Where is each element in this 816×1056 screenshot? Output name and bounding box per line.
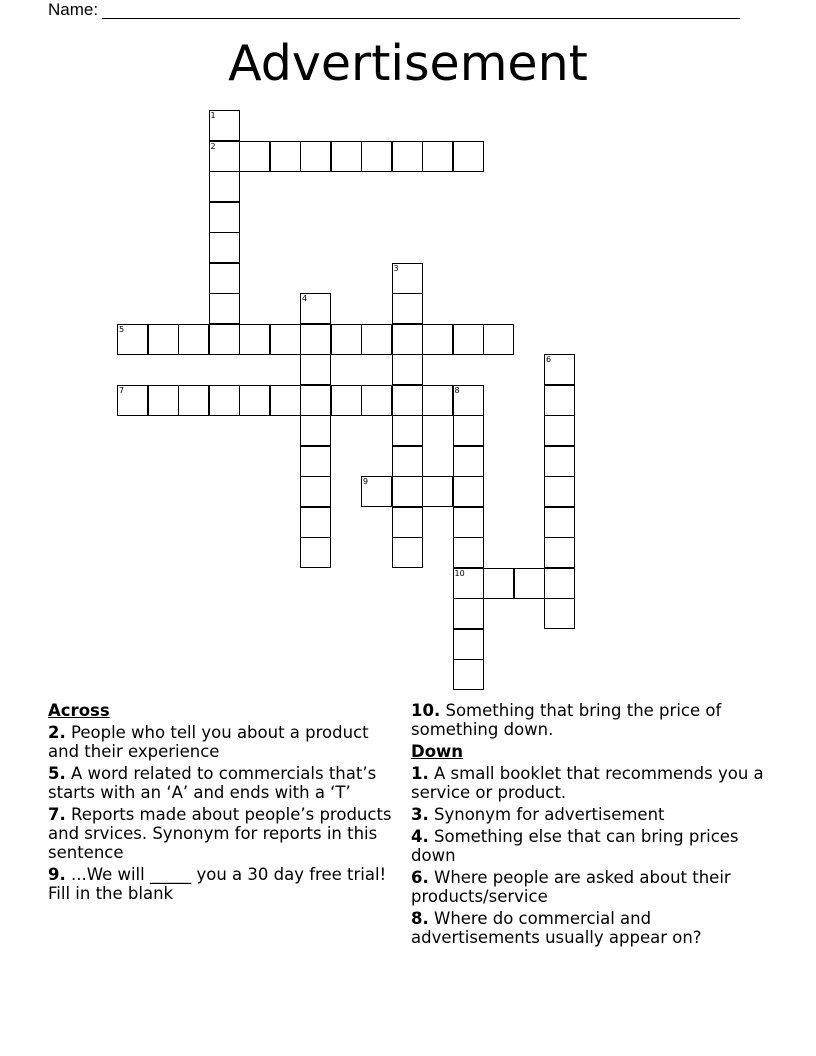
- grid-cell[interactable]: [544, 568, 575, 599]
- grid-cell[interactable]: [453, 446, 484, 477]
- grid-cell[interactable]: [392, 354, 423, 385]
- grid-cell[interactable]: [392, 385, 423, 416]
- grid-cell[interactable]: [239, 385, 270, 416]
- grid-cell[interactable]: [361, 324, 392, 355]
- grid-cell[interactable]: [300, 324, 331, 355]
- grid-cell[interactable]: [270, 141, 301, 172]
- cell-number: 9: [363, 477, 369, 486]
- grid-cell[interactable]: [209, 202, 240, 233]
- grid-cell[interactable]: [453, 507, 484, 538]
- grid-cell[interactable]: [209, 263, 240, 294]
- clue-number: 10.: [411, 701, 441, 720]
- clue-down-1: [411, 764, 766, 802]
- clue-across-2: [48, 723, 398, 761]
- grid-cell[interactable]: [209, 232, 240, 263]
- grid-cell[interactable]: [361, 385, 392, 416]
- clues-column-right: [411, 701, 766, 950]
- clue-text: Where do commercial and advertisements usually appear on?: [411, 909, 702, 947]
- name-underline[interactable]: [102, 3, 740, 19]
- clue-text: ...We will _____ you a 30 day free trial! Fill in the blank: [48, 865, 387, 903]
- clue-down-8: [411, 909, 766, 947]
- grid-cell[interactable]: [453, 324, 484, 355]
- grid-cell[interactable]: [300, 385, 331, 416]
- grid-cell[interactable]: [209, 293, 240, 324]
- across-heading: Across: [48, 701, 110, 720]
- clue-down-4: [411, 827, 766, 865]
- clue-text: Where people are asked about their products/service: [411, 868, 731, 906]
- grid-cell[interactable]: [300, 293, 331, 324]
- grid-cell[interactable]: [392, 324, 423, 355]
- grid-cell[interactable]: [148, 324, 179, 355]
- grid-cell[interactable]: [331, 324, 362, 355]
- clue-across-7: [48, 805, 398, 862]
- grid-cell[interactable]: [209, 141, 240, 172]
- grid-cell[interactable]: [392, 476, 423, 507]
- cell-number: 2: [210, 141, 216, 151]
- grid-cell[interactable]: [544, 537, 575, 568]
- grid-cell[interactable]: [392, 415, 423, 446]
- grid-cell[interactable]: [453, 537, 484, 568]
- clue-across-9: [48, 865, 398, 903]
- grid-cell[interactable]: [453, 415, 484, 446]
- grid-cell[interactable]: [178, 324, 209, 355]
- clue-number: 5.: [48, 764, 66, 783]
- grid-cell[interactable]: [331, 385, 362, 416]
- clue-number: 7.: [48, 805, 66, 824]
- cell-number: 4: [302, 294, 308, 303]
- grid-cell[interactable]: [422, 476, 453, 507]
- grid-cell[interactable]: [453, 568, 484, 599]
- grid-cell[interactable]: [453, 141, 484, 172]
- grid-cell[interactable]: [331, 141, 362, 172]
- grid-cell[interactable]: [544, 385, 575, 416]
- cell-number: 1: [210, 111, 216, 120]
- grid-cell[interactable]: [209, 385, 240, 416]
- clue-down-3: [411, 805, 766, 824]
- name-label: Name:: [48, 0, 99, 19]
- grid-cell[interactable]: [361, 141, 392, 172]
- clue-text: Something else that can bring prices down: [411, 827, 739, 865]
- grid-cell[interactable]: [209, 324, 240, 355]
- grid-cell[interactable]: [544, 598, 575, 629]
- grid-cell[interactable]: [453, 659, 484, 690]
- grid-cell[interactable]: [117, 385, 148, 416]
- cell-number: 8: [454, 385, 460, 395]
- cell-number: 3: [393, 263, 399, 273]
- grid-cell[interactable]: [544, 476, 575, 507]
- grid-cell[interactable]: [392, 537, 423, 568]
- grid-cell[interactable]: [392, 263, 423, 294]
- cell-number: 10: [454, 568, 465, 578]
- grid-cell[interactable]: [239, 141, 270, 172]
- grid-cell[interactable]: [453, 476, 484, 507]
- grid-cell[interactable]: [514, 568, 545, 599]
- grid-cell[interactable]: [270, 385, 301, 416]
- grid-cell[interactable]: [300, 537, 331, 568]
- clue-number: 8.: [411, 909, 429, 928]
- clue-text: A small booklet that recommends you a service or product.: [411, 764, 764, 802]
- clue-across-10: [411, 701, 766, 739]
- cell-number: 5: [119, 324, 125, 334]
- grid-cell[interactable]: [148, 385, 179, 416]
- grid-cell[interactable]: [209, 171, 240, 202]
- grid-cell[interactable]: [453, 598, 484, 629]
- cell-number: 6: [546, 355, 552, 364]
- grid-cell[interactable]: [392, 507, 423, 538]
- grid-cell[interactable]: [270, 324, 301, 355]
- page-title: Advertisement: [228, 35, 588, 92]
- grid-cell[interactable]: [300, 354, 331, 385]
- grid-cell[interactable]: [239, 324, 270, 355]
- clue-across-5: [48, 764, 398, 802]
- grid-cell[interactable]: [117, 324, 148, 355]
- grid-cell[interactable]: [392, 293, 423, 324]
- grid-cell[interactable]: [178, 385, 209, 416]
- grid-cell[interactable]: [544, 415, 575, 446]
- grid-cell[interactable]: [209, 110, 240, 141]
- clue-number: 1.: [411, 764, 429, 783]
- grid-cell[interactable]: [300, 476, 331, 507]
- grid-cell[interactable]: [300, 141, 331, 172]
- clue-text: Something that bring the price of something down.: [411, 701, 722, 739]
- clue-number: 9.: [48, 865, 66, 884]
- grid-cell[interactable]: [361, 476, 392, 507]
- clue-number: 3.: [411, 805, 429, 824]
- grid-cell[interactable]: [300, 446, 331, 477]
- clue-number: 6.: [411, 868, 429, 887]
- grid-cell[interactable]: [544, 507, 575, 538]
- clue-number: 4.: [411, 827, 429, 846]
- grid-cell[interactable]: [392, 446, 423, 477]
- grid-cell[interactable]: [544, 446, 575, 477]
- grid-cell[interactable]: [392, 141, 423, 172]
- clue-text: Synonym for advertisement: [434, 805, 665, 824]
- clue-text: People who tell you about a product and their experience: [48, 723, 369, 761]
- grid-cell[interactable]: [453, 385, 484, 416]
- clue-down-6: [411, 868, 766, 906]
- grid-cell[interactable]: [300, 415, 331, 446]
- clue-text: A word related to commercials that’s starts with an ‘A’ and ends with a ‘T’: [48, 764, 377, 802]
- clue-text: Reports made about people’s products and srvices. Synonym for reports in this sentence: [48, 805, 392, 862]
- grid-cell[interactable]: [483, 568, 514, 599]
- grid-cell[interactable]: [422, 324, 453, 355]
- clue-number: 2.: [48, 723, 66, 742]
- cell-number: 7: [119, 385, 125, 395]
- grid-cell[interactable]: [483, 324, 514, 355]
- grid-cell[interactable]: [422, 141, 453, 172]
- grid-cell[interactable]: [422, 385, 453, 416]
- name-field[interactable]: [48, 0, 748, 22]
- clues-column-left: [48, 701, 398, 906]
- down-heading: Down: [411, 742, 464, 761]
- grid-cell[interactable]: [300, 507, 331, 538]
- grid-cell[interactable]: [453, 629, 484, 660]
- grid-cell[interactable]: [544, 354, 575, 385]
